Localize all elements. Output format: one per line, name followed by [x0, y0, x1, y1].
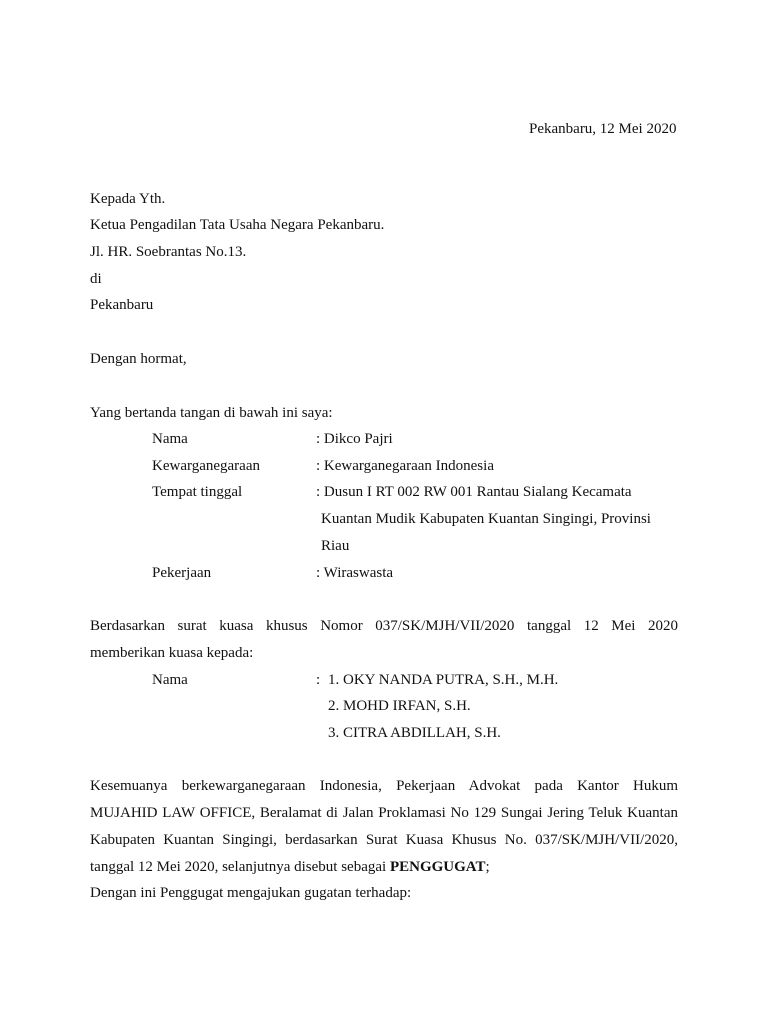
- name-value: : Dikco Pajri: [316, 431, 393, 447]
- closing-line-2: MUJAHID LAW OFFICE, Beralamat di Jalan Proklamasi No 129 Sungai Jering Teluk Kuantan: [90, 805, 678, 821]
- lawyer-1: 1. OKY NANDA PUTRA, S.H., M.H.: [328, 672, 559, 688]
- lawyer-2: 2. MOHD IRFAN, S.H.: [328, 698, 471, 714]
- addressee-salutation: Kepada Yth.: [90, 191, 166, 207]
- date-line: Pekanbaru, 12 Mei 2020: [529, 121, 677, 137]
- job-label: Pekerjaan: [152, 565, 212, 581]
- plaintiff-term: PENGGUGAT: [389, 859, 486, 875]
- addressee-street: Jl. HR. Soebrantas No.13.: [90, 244, 247, 260]
- addressee-recipient: Ketua Pengadilan Tata Usaha Negara Pekanbaru.: [90, 217, 385, 233]
- closing-line-4: tanggal 12 Mei 2020, selanjutnya disebut sebagai PENGGUGAT;: [90, 859, 490, 875]
- residence-line-3: Riau: [321, 538, 350, 554]
- closing-line-1: Kesemuanya berkewarganegaraan Indonesia, Pekerjaan Advokat pada Kantor Hukum: [90, 778, 678, 794]
- closing-line-5: Dengan ini Penggugat mengajukan gugatan terhadap:: [90, 885, 412, 901]
- lawyer-colon: :: [316, 672, 321, 688]
- greeting: Dengan hormat,: [90, 351, 187, 367]
- intro-text: Yang bertanda tangan di bawah ini saya:: [90, 405, 333, 421]
- nationality-label: Kewarganegaraan: [152, 458, 260, 474]
- lawyer-3: 3. CITRA ABDILLAH, S.H.: [328, 725, 501, 741]
- lawyer-name-label: Nama: [152, 672, 188, 688]
- poa-line-2: memberikan kuasa kepada:: [90, 645, 254, 661]
- residence-line-1: : Dusun I RT 002 RW 001 Rantau Sialang Kecamata: [316, 484, 632, 500]
- addressee-city: Pekanbaru: [90, 297, 154, 313]
- closing-line-3: Kabupaten Kuantan Singingi, berdasarkan Surat Kuasa Khusus No. 037/SK/MJH/VII/2020,: [90, 832, 678, 848]
- poa-line-1: Berdasarkan surat kuasa khusus Nomor 037/SK/MJH/VII/2020 tanggal 12 Mei 2020: [90, 618, 678, 634]
- residence-label: Tempat tinggal: [152, 484, 243, 500]
- residence-line-2: Kuantan Mudik Kabupaten Kuantan Singingi, Provinsi: [321, 511, 651, 527]
- name-label: Nama: [152, 431, 188, 447]
- job-value: : Wiraswasta: [316, 565, 394, 581]
- nationality-value: : Kewarganegaraan Indonesia: [316, 458, 494, 474]
- addressee-di: di: [90, 271, 102, 287]
